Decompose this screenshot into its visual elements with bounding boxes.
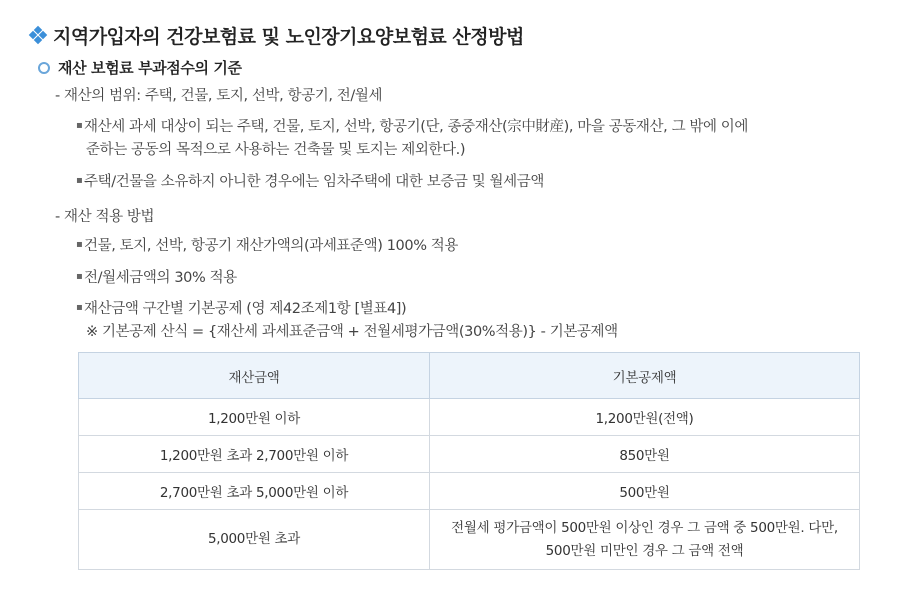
section2-bullet1 — [76, 234, 458, 255]
cell-property-amount: 5,000만원 초과 — [79, 510, 430, 570]
section-subtitle: 재산 보험료 부과점수의 기준 — [58, 59, 242, 77]
section2-heading: - 재산 적용 방법 — [55, 209, 155, 225]
section1-bullet1-line1 — [76, 115, 748, 136]
bullet-mark: ▪ — [76, 271, 83, 282]
section2-bullet3 — [76, 297, 406, 318]
subtitle-row — [38, 57, 242, 78]
table-row — [79, 510, 860, 570]
header-property-amount: 재산금액 — [79, 353, 430, 399]
deduction-note-line1: 전월세 평가금액이 500만원 이상인 경우 그 금액 중 500만원. 다만, — [451, 519, 838, 536]
cell-basic-deduction: 1,200만원(전액) — [430, 399, 860, 436]
bullet-text: 전/월세금액의 30% 적용 — [84, 270, 237, 286]
bullet-text: 건물, 토지, 선박, 항공기 재산가액의(과세표준액) 100% 적용 — [84, 238, 458, 254]
bullet-mark: ▪ — [76, 302, 83, 313]
table-row — [79, 436, 860, 473]
bullet-mark: ▪ — [76, 239, 83, 250]
section1-bullet1-line2: 준하는 공동의 목적으로 사용하는 건축물 및 토지는 제외한다.) — [86, 142, 466, 158]
bullet-mark: ▪ — [76, 175, 83, 186]
bullet-text: 재산세 과세 대상이 되는 주택, 건물, 토지, 선박, 항공기(단, 종중재산(宗中財産), 마을 공동재산, 그 밖에 이에 — [84, 119, 749, 135]
table-row — [79, 399, 860, 436]
deduction-note-line2: 500만원 미만인 경우 그 금액 전액 — [545, 542, 744, 559]
circle-bullet-icon — [38, 62, 50, 74]
cell-property-amount: 1,200만원 초과 2,700만원 이하 — [79, 436, 430, 473]
page-title: 지역가입자의 건강보험료 및 노인장기요양보험료 산정방법 — [53, 26, 524, 48]
cell-basic-deduction — [430, 510, 860, 570]
cell-basic-deduction: 850만원 — [430, 436, 860, 473]
bullet-text: 재산금액 구간별 기본공제 (영 제42조제1항 [별표4]) — [84, 301, 407, 317]
section2-bullet2 — [76, 266, 237, 287]
table-row — [79, 473, 860, 510]
cell-property-amount: 1,200만원 이하 — [79, 399, 430, 436]
cell-basic-deduction: 500만원 — [430, 473, 860, 510]
deduction-formula: ※ 기본공제 산식 = {재산세 과세표준금액 + 전월세평가금액(30%적용)} - 기본공제액 — [86, 324, 618, 340]
section1-bullet2 — [76, 170, 544, 191]
bullet-mark: ▪ — [76, 120, 83, 131]
deduction-table — [78, 352, 860, 570]
header-basic-deduction: 기본공제액 — [430, 353, 860, 399]
table-header-row — [79, 353, 860, 399]
cell-property-amount: 2,700만원 초과 5,000만원 이하 — [79, 473, 430, 510]
diamond-bullet-icon — [30, 27, 47, 44]
title-row — [30, 22, 524, 49]
section1-heading: - 재산의 범위: 주택, 건물, 토지, 선박, 항공기, 전/월세 — [55, 88, 383, 104]
bullet-text: 주택/건물을 소유하지 아니한 경우에는 임차주택에 대한 보증금 및 월세금액 — [84, 174, 544, 190]
